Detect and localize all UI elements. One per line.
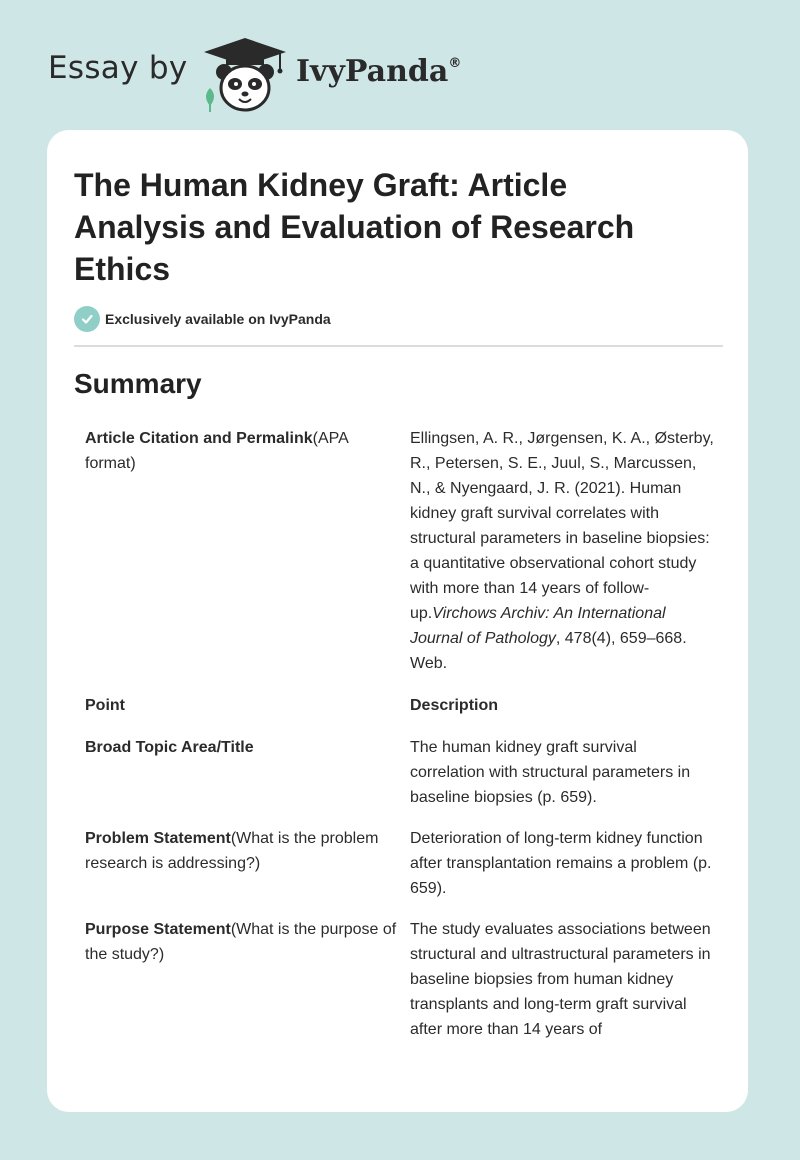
citation-text: [410, 426, 715, 676]
divider: [74, 345, 723, 347]
essay-card: [47, 130, 748, 1112]
citation-label-rest: (APA format): [85, 430, 348, 472]
row-description: Deterioration of long-term kidney function after transplantation remains a problem (p. 659).: [410, 830, 712, 897]
site-header: [48, 30, 748, 110]
summary-table: [85, 426, 715, 1042]
row-label-rest: (What is the problem research is addressing?): [85, 830, 379, 872]
table-row-citation: [85, 426, 715, 676]
exclusive-badge: [74, 306, 331, 332]
citation-journal: Virchows Archiv: An International Journal of Pathology: [410, 605, 666, 647]
brand-name: [296, 54, 461, 89]
section-title: Summary: [74, 368, 202, 399]
table-row: [85, 826, 715, 901]
row-label-rest: (What is the purpose of the study?): [85, 921, 397, 963]
panda-logo-icon: [198, 36, 292, 116]
badge-text: Exclusively available on IvyPanda: [105, 311, 331, 327]
column-header-description: Description: [410, 697, 499, 714]
table-row: [85, 917, 715, 1042]
row-label-bold: Problem Statement: [85, 830, 231, 847]
citation-label: [85, 426, 410, 676]
check-icon: [74, 306, 100, 332]
page-title: The Human Kidney Graft: Article Analysis and Evaluation of Research Ethics: [74, 167, 635, 287]
table-row: [85, 735, 715, 810]
brand-label: IvyPanda: [296, 54, 449, 89]
citation-label-bold: Article Citation and Permalink: [85, 430, 313, 447]
essay-by-label: Essay by: [48, 50, 188, 86]
row-label-bold: Purpose Statement: [85, 921, 231, 938]
citation-reference: Ellingsen, A. R., Jørgensen, K. A., Østerby, R., Petersen, S. E., Juul, S., Marcussen, N., & Nyengaard, J. R. (2021). Human kidney graft survival correlates with structural parameters in baseline biopsies: a quantitative observational cohort study with more than 14 years of follow-up.: [410, 430, 714, 622]
table-header-row: [85, 693, 715, 718]
row-label: [85, 826, 410, 901]
row-label: [85, 917, 410, 1042]
row-label-bold: Broad Topic Area/Title: [85, 739, 254, 756]
row-description: The human kidney graft survival correlation with structural parameters in baseline biopsies (p. 659).: [410, 739, 691, 806]
citation-rest: , 478(4), 659–668. Web.: [410, 630, 687, 672]
row-description: The study evaluates associations between structural and ultrastructural parameters in baseline biopsies from human kidney transplants and long-term graft survival after more than 14 years of: [410, 921, 711, 1038]
registered-mark: ®: [448, 56, 462, 71]
column-header-point: Point: [85, 697, 125, 714]
row-label: [85, 735, 410, 810]
